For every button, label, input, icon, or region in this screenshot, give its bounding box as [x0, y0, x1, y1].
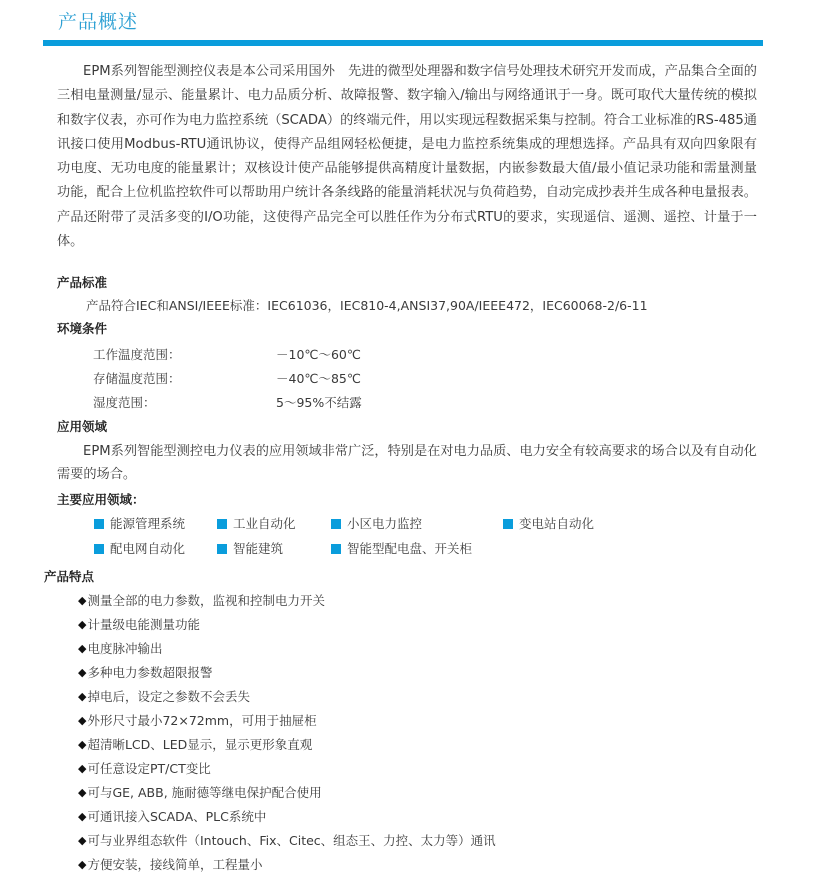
- feature-text: 外形尺寸最小72×72mm，可用于抽屉柜: [87, 713, 317, 728]
- domain-item: [217, 515, 296, 533]
- feature-item: [78, 712, 317, 730]
- application-heading: 应用领域: [57, 419, 108, 434]
- application-text: EPM系列智能型测控电力仪表的应用领域非常广泛，特别是在对电力品质、电力安全有较高要求的场合以及有自动化需要的场合。: [57, 444, 757, 482]
- diamond-bullet-icon: ◆: [78, 714, 87, 727]
- env-label-storage-temp: 存储温度范围：: [93, 371, 181, 386]
- feature-item: [78, 784, 322, 802]
- diamond-bullet-icon: ◆: [78, 666, 87, 679]
- domain-item: [331, 515, 422, 533]
- diamond-bullet-icon: ◆: [78, 834, 87, 847]
- domain-item: [217, 540, 283, 558]
- feature-text: 多种电力参数超限报警: [87, 665, 213, 680]
- domain-label: 智能型配电盘、开关柜: [347, 541, 473, 556]
- square-bullet-icon: [503, 519, 513, 529]
- feature-item: [78, 640, 162, 658]
- diamond-bullet-icon: ◆: [78, 810, 87, 823]
- title-divider: [43, 40, 763, 46]
- diamond-bullet-icon: ◆: [78, 642, 87, 655]
- feature-text: 掉电后，设定之参数不会丢失: [87, 689, 250, 704]
- diamond-bullet-icon: ◆: [78, 762, 87, 775]
- intro-paragraph: EPM系列智能型测控仪表是本公司采用国外 先进的微型处理器和数字信号处理技术研究开发而成，产品集合全面的三相电量测量/显示、能量累计、电力品质分析、故障报警、数字输入/输出与网络通讯于一身。既可取代大量传统的模拟和数字仪表，亦可作为电力监控系统（SCADA）的终端元件，用以实现远程数据采集与控制。符合工业标准的RS-485通讯接口使用Modbus-RTU通讯协议，使得产品组网轻松便捷，是电力监控系统集成的理想选择。产品具有双向四象限有功电度、无功电度的能量累计；双核设计使产品能够提供高精度计量数据，内嵌参数最大值/最小值记录功能和需量测量功能，配合上位机监控软件可以帮助用户统计各条线路的能量消耗状况与负荷趋势，自动完成抄表并生成各种电量报表。产品还附带了灵活多变的I/O功能，这使得产品完全可以胜任作为分布式RTU的要求，实现遥信、遥测、遥控、计量于一体。: [57, 64, 757, 250]
- application-section: [57, 440, 757, 486]
- diamond-bullet-icon: ◆: [78, 858, 87, 871]
- intro-section: [57, 60, 757, 254]
- square-bullet-icon: [217, 544, 227, 554]
- diamond-bullet-icon: ◆: [78, 786, 87, 799]
- square-bullet-icon: [217, 519, 227, 529]
- feature-item: [78, 760, 211, 778]
- square-bullet-icon: [331, 544, 341, 554]
- square-bullet-icon: [331, 519, 341, 529]
- diamond-bullet-icon: ◆: [78, 690, 87, 703]
- feature-text: 测量全部的电力参数，监视和控制电力开关: [87, 593, 325, 608]
- domain-item: [94, 515, 185, 533]
- environment-heading: 环境条件: [57, 321, 108, 336]
- domain-label: 小区电力监控: [347, 516, 423, 531]
- diamond-bullet-icon: ◆: [78, 618, 87, 631]
- feature-item: [78, 664, 212, 682]
- env-value-storage-temp: －40℃～85℃: [276, 371, 361, 386]
- domain-label: 能源管理系统: [110, 516, 186, 531]
- feature-item: [78, 616, 200, 634]
- domain-item: [331, 540, 472, 558]
- domain-item: [503, 515, 594, 533]
- env-value-operating-temp: －10℃～60℃: [276, 347, 361, 362]
- domain-label: 配电网自动化: [110, 541, 186, 556]
- page-title: 产品概述: [58, 11, 139, 33]
- standards-text: 产品符合IEC和ANSI/IEEE标准：IEC61036，IEC810-4,ANSI37,90A/IEEE472，IEC60068-2/6-11: [86, 298, 648, 313]
- feature-text: 超清晰LCD、LED显示，显示更形象直观: [87, 737, 313, 752]
- domain-item: [94, 540, 185, 558]
- env-label-humidity: 湿度范围：: [93, 395, 156, 410]
- feature-item: [78, 688, 250, 706]
- feature-item: [78, 832, 496, 850]
- feature-item: [78, 736, 312, 754]
- env-value-humidity: 5～95%不结露: [276, 395, 362, 410]
- env-label-operating-temp: 工作温度范围：: [93, 347, 181, 362]
- feature-text: 可与GE, ABB, 施耐德等继电保护配合使用: [87, 785, 322, 800]
- feature-text: 电度脉冲输出: [87, 641, 163, 656]
- feature-text: 计量级电能测量功能: [87, 617, 200, 632]
- standards-heading: 产品标准: [57, 275, 108, 290]
- features-heading: 产品特点: [44, 569, 95, 584]
- main-domains-heading: 主要应用领域：: [57, 492, 145, 507]
- square-bullet-icon: [94, 544, 104, 554]
- feature-item: [78, 592, 325, 610]
- domain-label: 智能建筑: [233, 541, 284, 556]
- feature-text: 可与业界组态软件（Intouch、Fix、Citec、组态王、力控、太力等）通讯: [87, 833, 496, 848]
- diamond-bullet-icon: ◆: [78, 738, 87, 751]
- feature-text: 可通讯接入SCADA、PLC系统中: [87, 809, 267, 824]
- domain-label: 工业自动化: [233, 516, 296, 531]
- feature-item: [78, 856, 262, 874]
- feature-text: 可任意设定PT/CT变比: [87, 761, 211, 776]
- feature-text: 方便安装，接线简单，工程量小: [87, 857, 263, 872]
- feature-item: [78, 808, 266, 826]
- diamond-bullet-icon: ◆: [78, 594, 87, 607]
- domain-label: 变电站自动化: [519, 516, 595, 531]
- square-bullet-icon: [94, 519, 104, 529]
